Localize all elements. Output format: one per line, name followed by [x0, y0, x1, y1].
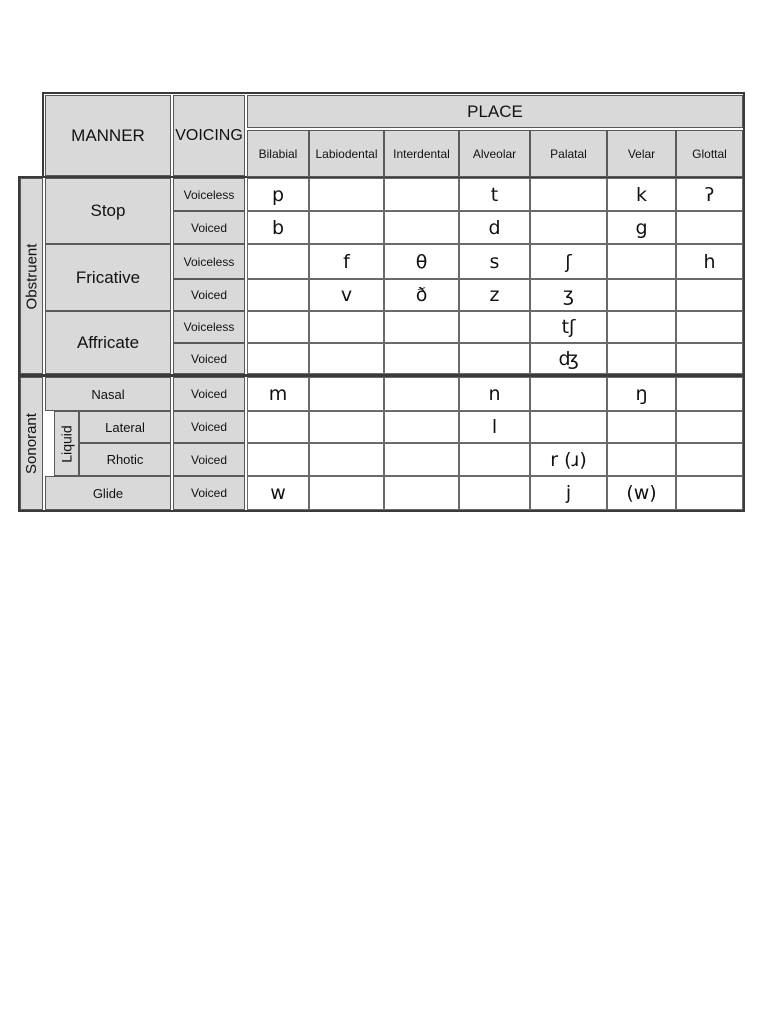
symbol-cell — [607, 211, 676, 244]
place-label: Bilabial — [258, 146, 298, 161]
symbol: r (ɹ) — [550, 448, 587, 471]
place-header — [247, 95, 743, 128]
voicing-label: Voiced — [190, 351, 228, 366]
symbol-cell — [676, 377, 743, 411]
symbol-cell — [384, 244, 459, 279]
symbol-cell — [676, 211, 743, 244]
manner-glide — [45, 476, 171, 510]
symbol-cell — [247, 178, 309, 211]
obstruent-group — [20, 178, 43, 374]
symbol-cell — [607, 443, 676, 476]
place-label: Alveolar — [472, 146, 517, 161]
place-col-palatal — [530, 130, 607, 177]
voicing-cell — [173, 476, 245, 510]
manner-rhotic — [79, 443, 171, 476]
symbol-cell — [309, 311, 384, 343]
manner-fricative — [45, 244, 171, 311]
symbol: k — [635, 183, 647, 206]
symbol: j — [565, 482, 572, 504]
manner-label: Stop — [90, 201, 126, 220]
symbol-cell — [247, 211, 309, 244]
voicing-label: Voiced — [190, 387, 228, 401]
symbol-cell — [384, 279, 459, 311]
symbol-cell — [676, 411, 743, 443]
symbol: m — [268, 383, 288, 405]
symbol-cell — [384, 476, 459, 510]
symbol-cell — [530, 279, 607, 311]
place-col-velar — [607, 130, 676, 177]
symbol-cell — [607, 279, 676, 311]
voicing-cell — [173, 311, 245, 343]
manner-header — [45, 95, 171, 176]
voicing-cell — [173, 411, 245, 443]
symbol: w — [270, 482, 286, 504]
symbol-cell — [384, 377, 459, 411]
place-col-labiodental — [309, 130, 384, 177]
place-label: Interdental — [393, 146, 450, 161]
symbol-cell — [676, 443, 743, 476]
place-label: Glottal — [692, 146, 727, 161]
symbol-cell — [309, 279, 384, 311]
symbol-cell — [459, 411, 530, 443]
obstruent-label: Obstruent — [23, 243, 40, 309]
symbol-cell — [459, 377, 530, 411]
symbol-cell — [309, 411, 384, 443]
voicing-label: Voiced — [190, 288, 228, 302]
symbol-cell — [459, 476, 530, 510]
symbol-cell — [530, 343, 607, 374]
symbol: d — [488, 216, 501, 239]
symbol-cell — [309, 244, 384, 279]
voicing-label: Voiceless — [183, 254, 235, 269]
symbol: b — [271, 216, 285, 239]
voicing-label: Voiced — [190, 420, 228, 434]
voicing-header — [173, 95, 245, 176]
manner-label: Glide — [92, 485, 124, 501]
place-label: Palatal — [550, 146, 587, 161]
symbol-cell — [530, 476, 607, 510]
symbol-cell — [247, 311, 309, 343]
place-col-glottal — [676, 130, 743, 177]
manner-affricate — [45, 311, 171, 374]
symbol: p — [271, 183, 285, 206]
symbol: l — [491, 416, 498, 438]
symbol-cell — [607, 476, 676, 510]
symbol-cell — [459, 343, 530, 374]
symbol-cell — [384, 411, 459, 443]
symbol-cell — [247, 411, 309, 443]
sonorant-label: Sonorant — [23, 413, 41, 474]
place-label: Velar — [627, 146, 656, 161]
symbol-cell — [530, 411, 607, 443]
symbol: n — [488, 383, 501, 405]
place-col-interdental — [384, 130, 459, 177]
symbol-cell — [607, 411, 676, 443]
symbol-cell — [309, 211, 384, 244]
symbol-cell — [247, 244, 309, 279]
symbol: tʃ — [561, 316, 576, 338]
liquid-label: Liquid — [58, 424, 75, 463]
symbol-cell — [459, 311, 530, 343]
symbol-cell — [530, 443, 607, 476]
voicing-cell — [173, 279, 245, 311]
symbol-cell — [384, 443, 459, 476]
manner-lateral — [79, 411, 171, 443]
manner-stop — [45, 178, 171, 244]
symbol-cell — [676, 178, 743, 211]
symbol: ʃ — [565, 250, 572, 273]
symbol-cell — [247, 377, 309, 411]
manner-label: Fricative — [75, 267, 141, 287]
manner-nasal — [45, 377, 171, 411]
symbol-cell — [530, 211, 607, 244]
symbol-cell — [384, 211, 459, 244]
symbol-cell — [676, 311, 743, 343]
symbol-cell — [459, 178, 530, 211]
symbol: v — [340, 284, 353, 306]
voicing-header-label: VOICING — [175, 126, 243, 144]
voicing-cell — [173, 211, 245, 244]
symbol-cell — [676, 476, 743, 510]
symbol: ʔ — [704, 183, 715, 206]
symbol-cell — [607, 178, 676, 211]
symbol-cell — [676, 279, 743, 311]
symbol-cell — [676, 343, 743, 374]
place-col-alveolar — [459, 130, 530, 177]
symbol-cell — [459, 443, 530, 476]
voicing-cell — [173, 178, 245, 211]
symbol-cell — [384, 178, 459, 211]
voicing-cell — [173, 343, 245, 374]
symbol: s — [489, 250, 500, 273]
symbol-cell — [247, 443, 309, 476]
symbol-cell — [459, 244, 530, 279]
symbol-cell — [530, 311, 607, 343]
symbol: z — [489, 284, 500, 306]
liquid-group — [54, 411, 79, 476]
symbol: ʤ — [558, 347, 579, 370]
place-col-bilabial — [247, 130, 309, 177]
symbol-cell — [607, 343, 676, 374]
symbol-cell — [459, 279, 530, 311]
voicing-label: Voiced — [190, 452, 228, 467]
symbol: θ — [415, 250, 428, 273]
symbol-cell — [530, 178, 607, 211]
symbol: ð — [415, 284, 428, 306]
symbol-cell — [459, 211, 530, 244]
symbol-cell — [530, 244, 607, 279]
manner-label: Rhotic — [106, 452, 144, 467]
symbol: f — [343, 250, 350, 273]
place-label: Labiodental — [315, 146, 378, 161]
symbol-cell — [384, 311, 459, 343]
manner-label: Lateral — [105, 419, 145, 435]
place-header-label: PLACE — [467, 101, 523, 121]
symbol-cell — [309, 377, 384, 411]
symbol-cell — [247, 476, 309, 510]
symbol: ŋ — [635, 383, 648, 405]
manner-label: Affricate — [76, 332, 140, 352]
symbol: t — [490, 183, 499, 206]
symbol-cell — [607, 311, 676, 343]
symbol-cell — [607, 377, 676, 411]
symbol: h — [703, 250, 716, 273]
voicing-cell — [173, 443, 245, 476]
symbol-cell — [309, 443, 384, 476]
symbol-cell — [530, 377, 607, 411]
symbol-cell — [384, 343, 459, 374]
symbol-cell — [247, 343, 309, 374]
manner-header-label: MANNER — [71, 125, 145, 145]
symbol-cell — [309, 343, 384, 374]
symbol: ʒ — [563, 284, 574, 306]
symbol-cell — [676, 244, 743, 279]
symbol-cell — [309, 476, 384, 510]
manner-label: Nasal — [91, 386, 125, 402]
symbol-cell — [309, 178, 384, 211]
symbol: g — [635, 216, 648, 239]
symbol: (w) — [626, 482, 657, 504]
symbol-cell — [247, 279, 309, 311]
voicing-label: Voiceless — [183, 320, 235, 334]
symbol-cell — [607, 244, 676, 279]
voicing-cell — [173, 244, 245, 279]
sonorant-group — [20, 377, 43, 510]
voicing-label: Voiced — [190, 486, 228, 500]
voicing-label: Voiced — [190, 220, 228, 235]
voicing-label: Voiceless — [183, 187, 235, 202]
voicing-cell — [173, 377, 245, 411]
